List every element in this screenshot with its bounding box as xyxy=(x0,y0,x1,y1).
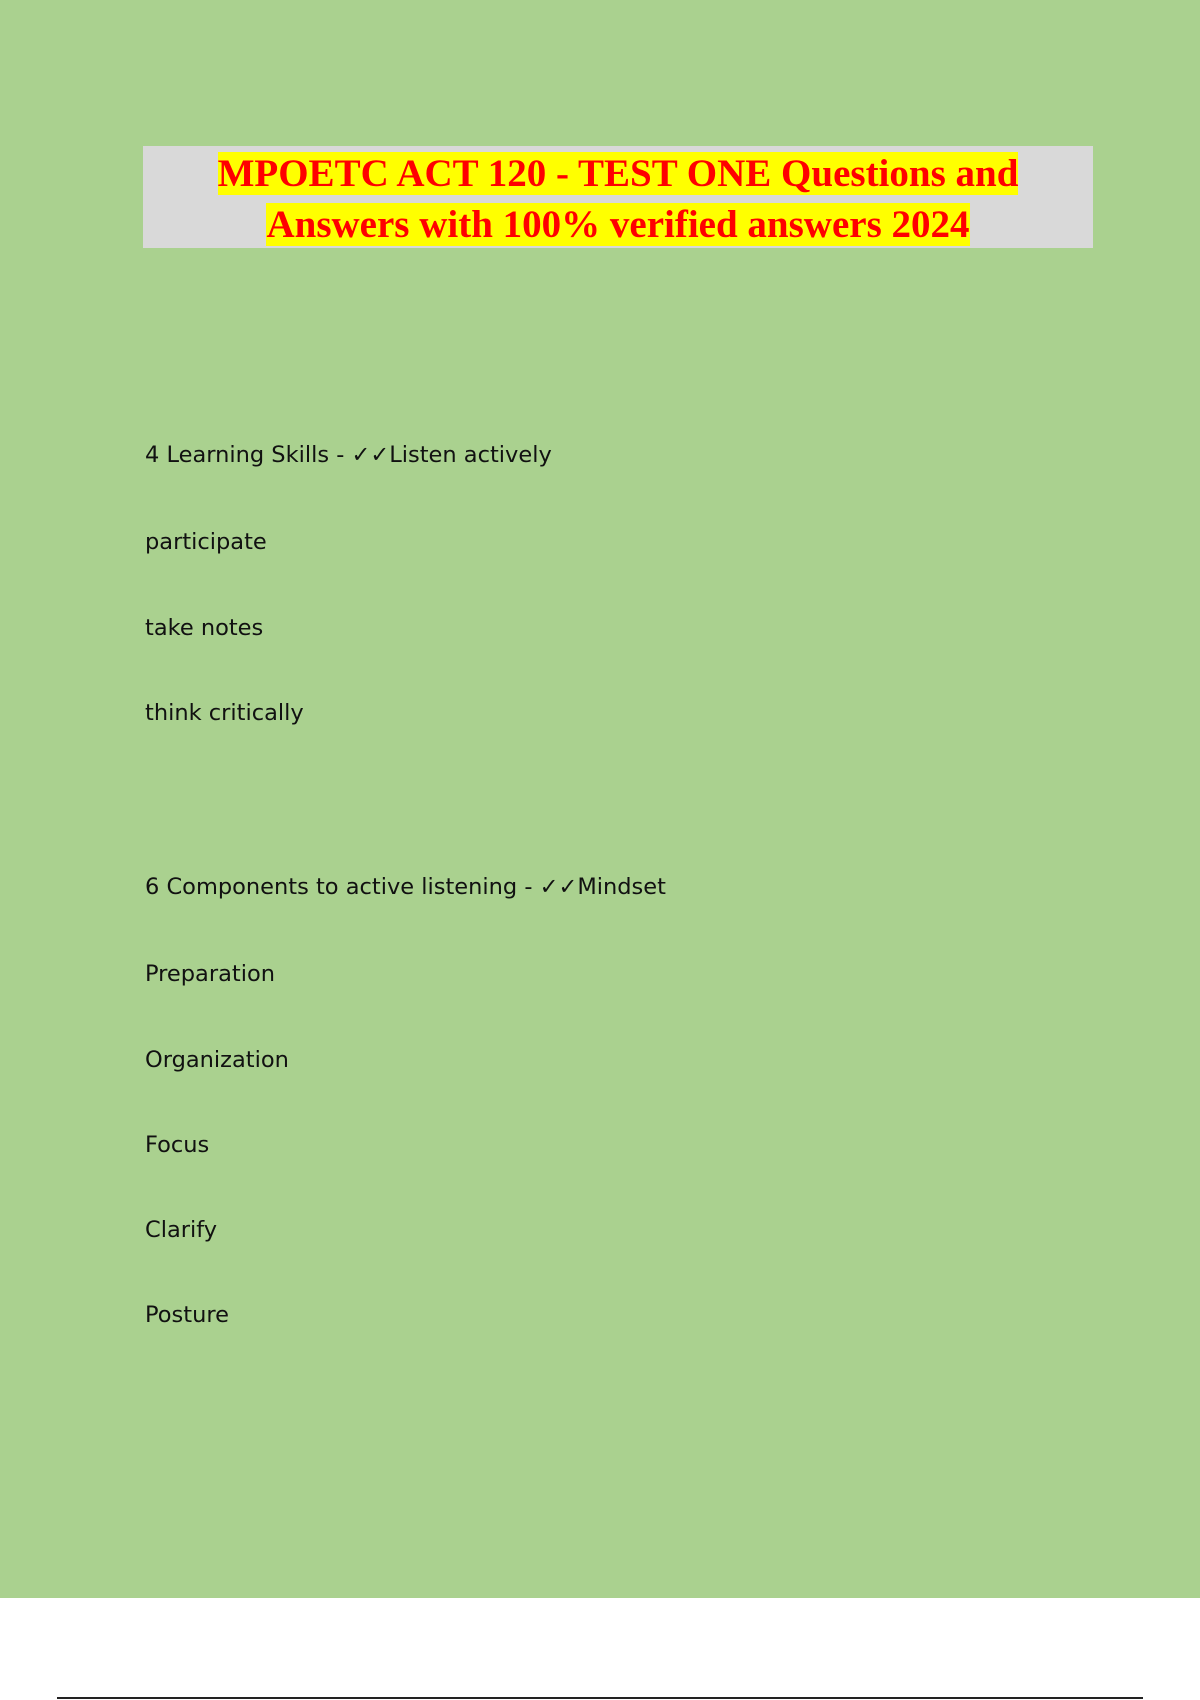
document-title-line-1 xyxy=(218,148,1019,199)
question-1-answer-2: take notes xyxy=(145,615,264,641)
title-highlight-1: MPOETC ACT 120 - TEST ONE Questions and xyxy=(217,152,1019,195)
question-1-answer-3: think critically xyxy=(145,700,304,726)
question-2-prompt: 6 Components to active listening - ✓✓Mindset xyxy=(145,874,666,900)
title-highlight-2: Answers with 100% verified answers 2024 xyxy=(266,203,970,246)
question-2-answer-2: Organization xyxy=(145,1047,289,1073)
question-2-answer-4: Clarify xyxy=(145,1217,218,1243)
document-title-line-2 xyxy=(266,199,969,250)
footer-divider xyxy=(57,1697,1143,1699)
question-2-answer-3: Focus xyxy=(145,1132,210,1158)
question-2-answer-1: Preparation xyxy=(145,961,275,987)
question-1-answer-1: participate xyxy=(145,529,267,555)
question-1-prompt: 4 Learning Skills - ✓✓Listen actively xyxy=(145,442,552,468)
question-2-answer-5: Posture xyxy=(145,1302,229,1328)
document-title-band xyxy=(143,146,1093,248)
